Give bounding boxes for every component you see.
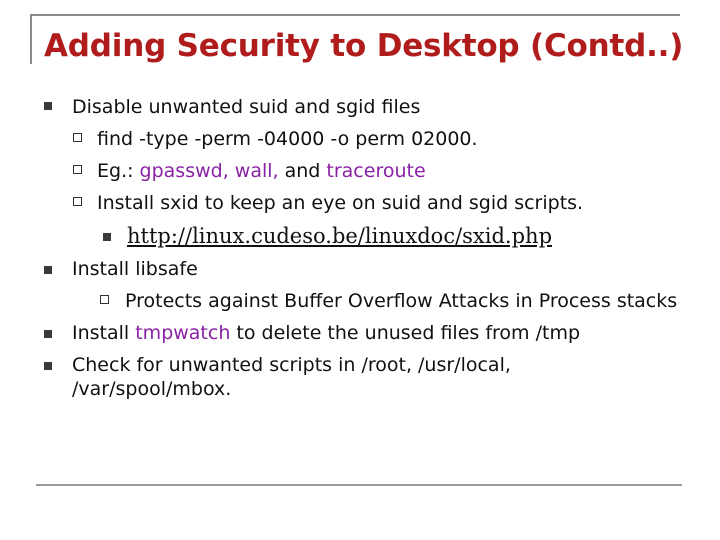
square-bullet-icon bbox=[44, 362, 52, 370]
bullet-protects-buffer-overflow: Protects against Buffer Overflow Attacks in Process stacks bbox=[125, 290, 678, 312]
tmpwatch-highlight: tmpwatch bbox=[135, 322, 231, 344]
bullet-find-command: find -type -perm -04000 -o perm 02000. bbox=[97, 128, 478, 150]
sxid-link[interactable]: http://linux.cudeso.be/linuxdoc/sxid.php bbox=[127, 224, 553, 248]
bullet-sxid-link-row bbox=[127, 225, 552, 248]
bullet-examples bbox=[97, 160, 426, 182]
examples-prefix: Eg.: bbox=[97, 160, 140, 182]
hollow-square-bullet-icon bbox=[73, 197, 82, 206]
square-bullet-icon bbox=[103, 233, 111, 241]
tmpwatch-prefix: Install bbox=[72, 322, 136, 344]
examples-highlight-traceroute: traceroute bbox=[326, 160, 426, 182]
bullet-check-scripts-line1: Check for unwanted scripts in /root, /usr/local, bbox=[72, 354, 511, 376]
footer-divider bbox=[36, 484, 682, 486]
hollow-square-bullet-icon bbox=[73, 133, 82, 142]
bullet-install-sxid: Install sxid to keep an eye on suid and sgid scripts. bbox=[97, 192, 584, 214]
square-bullet-icon bbox=[44, 330, 52, 338]
slide-frame-top-border bbox=[30, 14, 680, 16]
hollow-square-bullet-icon bbox=[73, 165, 82, 174]
bullet-install-tmpwatch bbox=[72, 322, 580, 344]
slide-title: Adding Security to Desktop (Contd..) bbox=[44, 28, 684, 64]
hollow-square-bullet-icon bbox=[100, 295, 109, 304]
square-bullet-icon bbox=[44, 102, 52, 110]
examples-highlight-gpasswd-wall: gpasswd, wall, bbox=[139, 160, 279, 182]
slide-frame-left-border bbox=[30, 14, 32, 64]
tmpwatch-suffix: to delete the unused files from /tmp bbox=[230, 322, 581, 344]
bullet-disable-suid: Disable unwanted suid and sgid files bbox=[72, 96, 421, 118]
examples-and: and bbox=[278, 160, 327, 182]
bullet-check-scripts-line2: /var/spool/mbox. bbox=[72, 378, 232, 400]
bullet-install-libsafe: Install libsafe bbox=[72, 258, 198, 280]
square-bullet-icon bbox=[44, 266, 52, 274]
